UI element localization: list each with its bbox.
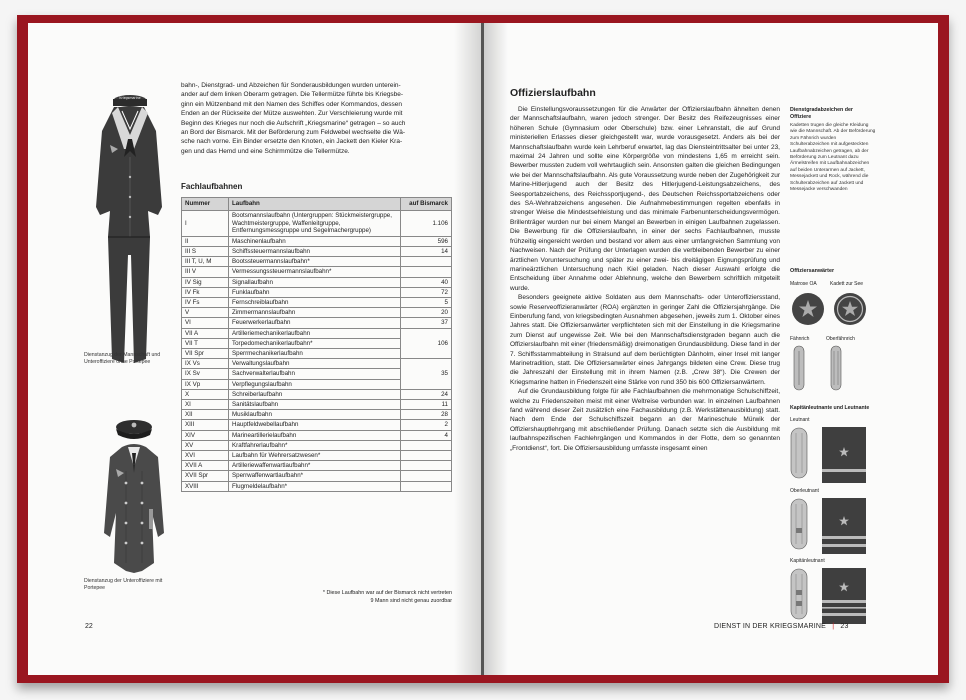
shoulder-board-kapitaenleutnant-icon (790, 568, 808, 620)
cell-laufbahn: Fernschreiblaufbahn (229, 298, 401, 308)
footer-title: DIENST IN DER KRIEGSMARINE (714, 623, 827, 630)
cell-laufbahn: Sperrmechanikerlaufbahn (229, 349, 401, 359)
cell-nummer: XVI (182, 451, 229, 461)
footnote-1: * Diese Laufbahn war auf der Bismarck nicht vertreten (322, 590, 452, 596)
table-row (182, 400, 452, 410)
label-faehnrich: Fähnrich (790, 336, 810, 342)
star-badge-icon (790, 291, 826, 327)
cell-nummer: VII A (182, 328, 229, 338)
cell-laufbahn: Verwaltungslaufbahn (229, 359, 401, 369)
cell-bismarck (401, 471, 452, 481)
uniform-illustration-nco (86, 413, 176, 579)
page-number-right: 23 (840, 623, 849, 630)
table-row (182, 277, 452, 287)
text-line: ander auf dem linken Oberarm getragen. Die Tellermütze führte bis Kriegsbe- (181, 91, 404, 99)
gutter-shadow (454, 23, 482, 675)
cell-nummer: XVII Spr (182, 471, 229, 481)
right-page (484, 23, 938, 675)
table-row (182, 236, 452, 246)
cell-laufbahn: Bootsmannslaufbahn (Untergruppen: Stückmeistergruppe, Wachtmeistergruppe, Waffenleitgruppe, Entfernungsmessgruppe und Segelmachergruppe) (229, 211, 401, 237)
paragraph-2: Besonders geeignete aktive Soldaten aus dem Mannschafts- oder Unteroffiziersstand, sowie Reserveoffizieranwärter (ROA) ergänzten in geringer Zahl die Offiziersjahrgänge. Die Einberufung fand, von kriegsbedingten Ausnahmen abgesehen, jeweils zum 1. Oktober eines Jahres statt. Die Offiziersanwärter verpflichteten sich mit der Einstellung in die Kriegsmarine zum Dienst auf ungewisse Zeit. Wie bei den Mannschaftsdienstgraden begann auch die Offizierslaufbahn mit einer (friedensmäßig) dreimonatigen Grundausbildung. Diese fand in der 7. Schiffsstammabteilung in Stralsund auf dem berüchtigten Dänholm, einer Insel mit langer Marinetradition, statt. Die Offiziersanwärter eines Jahrgangs bildeten eine Crew. Diese trug die Jahreszahl der Einstellung mit in ihrem Namen (z.B. „Crew 38“). Die Crewen der Kriegsmarine hatten in Friedenszeit eine Stärke von rund 350 bis 600 Offiziersanwärtern. (510, 294, 780, 386)
left-page (28, 23, 482, 675)
cell-nummer: III V (182, 267, 229, 277)
table-row (182, 481, 452, 491)
cell-nummer: XVIII (182, 481, 229, 491)
cell-laufbahn: Artilleriewaffenwartlaufbahn* (229, 461, 401, 471)
running-footer (714, 623, 849, 630)
cell-laufbahn: Hauptfeldwebellaufbahn (229, 420, 401, 430)
cell-nummer: VI (182, 318, 229, 328)
cell-laufbahn: Funklaufbahn (229, 287, 401, 297)
cell-laufbahn: Maschinenlaufbahn (229, 236, 401, 246)
table-row (182, 430, 452, 440)
cell-nummer: XIV (182, 430, 229, 440)
cell-nummer: VII Spr (182, 349, 229, 359)
table-row (182, 246, 452, 256)
table-row (182, 359, 452, 369)
cell-laufbahn: Torpedomechanikerlaufbahn* (229, 338, 401, 348)
label-oberfaehnrich: Oberfähnrich (826, 336, 855, 342)
cell-laufbahn: Artilleriemechanikerlaufbahn (229, 328, 401, 338)
table-row (182, 267, 452, 277)
caption-sailor: Dienstanzug der Mannschaft und Unteroffiziere ohne Portepee (84, 352, 161, 365)
label-kapitaenleutnant: Kapitänleutnant (790, 558, 825, 564)
text-line: bahn-, Dienstgrad- und Abzeichen für Sonderausbildungen wurden unterein- (181, 82, 401, 89)
kapitaen-heading: Kapitänleutnante und Leutnante (790, 405, 870, 411)
cell-bismarck: 28 (401, 410, 452, 420)
sidebar-heading: Dienstgradabzeichen der Offiziere (790, 107, 853, 120)
label-kadett: Kadett zur See (830, 281, 864, 287)
table-title: Fachlaufbahnen (181, 182, 243, 191)
caption-nco: Dienstanzug der Unteroffiziere mit Portepee (84, 578, 163, 591)
uniform-illustration-sailor (84, 87, 172, 369)
cell-laufbahn: Sanitätslaufbahn (229, 400, 401, 410)
cell-nummer: IX Vs (182, 359, 229, 369)
sleeve-insignia-leutnant-icon (822, 427, 866, 483)
body-text (510, 105, 780, 453)
footer-divider: | (832, 623, 835, 630)
paragraph-3: Auf die Grundausbildung folgte für alle Fachlaufbahnen die mehrmonatige Schulschiffzeit, welche zu Friedenszeiten meist mit einer Weltreise verbunden war. In einzelnen Laufbahnen fand während dieser Zeit zusätzlich eine Fachausbildung (z.B. Werkstättenausbildung) statt. Nach dem Ende der Schulschiffszeit begann an der Marineschule Mürwik der Offiziershauptlehrgang mit abschließender Prüfung. Danach setzte sich die Ausbildung mit laufbahnspezifischen Fachlehrgängen und Kommandos in der Flotte, dem so genannten „Frontdienst“, fort. Die Offiziersausbildung umfasste insgesamt einen (510, 388, 780, 452)
cell-bismarck: 72 (401, 287, 452, 297)
cell-bismarck: 40 (401, 277, 452, 287)
section-heading: Offizierslaufbahn (510, 87, 596, 99)
table-row (182, 328, 452, 338)
footnote-2: 9 Mann sind nicht genau zuordbar (370, 598, 452, 604)
cell-bismarck: 4 (401, 430, 452, 440)
cell-nummer: IX Sv (182, 369, 229, 379)
page-number-left: 22 (85, 623, 93, 630)
cell-bismarck (401, 461, 452, 471)
cell-laufbahn: Musiklaufbahn (229, 410, 401, 420)
text-line: Beginn des Krieges nur noch die Aufschrift „Kriegsmarine“ getragen – so auch (181, 119, 406, 127)
sidebar-text: Kadetten trugen die gleiche Kleidung wie die Mannschaft. Ab der Beförderung zum Fähnrich wurden Schulterabzeichen mit aufgesteckten Laufbahnabzeichen getragen, ab der Beförderung zum Leutnant dazu Ärmelstreifen mit Laufbahnabzeichen auf beiden Unterarmen auf Jackett, Messejackett und Rock, während die Schulterabzeichen auf Jackett und Messejacke verschwanden (790, 123, 876, 193)
label-matrose-oa: Matrose OA (790, 281, 817, 287)
cell-nummer: XI (182, 400, 229, 410)
cell-bismarck (401, 451, 452, 461)
cell-bismarck: 14 (401, 246, 452, 256)
cell-laufbahn: Signallaufbahn (229, 277, 401, 287)
shoulder-board-leutnant-icon (790, 427, 808, 479)
label-leutnant: Leutnant (790, 417, 810, 423)
table-row (182, 308, 452, 318)
cell-laufbahn: Vermessungssteuermannslaufbahn* (229, 267, 401, 277)
cell-nummer: I (182, 211, 229, 237)
cell-nummer: IV Fs (182, 298, 229, 308)
table-row (182, 318, 452, 328)
cell-bismarck: 2 (401, 420, 452, 430)
cell-bismarck (401, 267, 452, 277)
cell-nummer: VII T (182, 338, 229, 348)
cell-nummer: XV (182, 440, 229, 450)
cell-laufbahn: Kraftfahrerlaufbahn* (229, 440, 401, 450)
cell-bismarck (401, 440, 452, 450)
cell-laufbahn: Flugmeldelaufbahn* (229, 481, 401, 491)
shoulder-board-oberfaehnrich-icon (830, 345, 842, 391)
cell-nummer: III T, U, M (182, 257, 229, 267)
text-line: Enden an der Rückseite der Mütze auswehten. Zur Verschleierung wurde mit (181, 110, 403, 118)
table-row (182, 420, 452, 430)
star-badge-ring-icon (832, 291, 868, 327)
cell-nummer: III S (182, 246, 229, 256)
text-line: an Bord der Bismarck. Mit der Beförderung zum Feldwebel wechselte die Wä- (181, 129, 405, 137)
table-row (182, 471, 452, 481)
table-header-row (182, 198, 452, 211)
text-line: gen und das Hemd und eine Schirmmütze die Tellermütze. (181, 147, 350, 155)
cell-nummer: IV Sig (182, 277, 229, 287)
text-line: sche nach vorne. Ein Binder ersetzte den Knoten, ein Jackett den Kieler Kra- (181, 138, 403, 146)
table-row (182, 389, 452, 399)
header-bismarck: auf Bismarck (401, 198, 452, 211)
cell-bismarck: 11 (401, 400, 452, 410)
cell-nummer: XIII (182, 420, 229, 430)
cell-laufbahn: Verpflegungslaufbahn (229, 379, 401, 389)
sleeve-insignia-oberleutnant-icon (822, 498, 866, 554)
cell-laufbahn: Schiffssteuermannslaufbahn (229, 246, 401, 256)
shoulder-board-faehnrich-icon (793, 345, 805, 391)
cell-laufbahn: Sperrwaffenwartlaufbahn* (229, 471, 401, 481)
table-row (182, 287, 452, 297)
cell-nummer: IX Vp (182, 379, 229, 389)
cell-nummer: XII (182, 410, 229, 420)
cell-laufbahn: Schreiberlaufbahn (229, 389, 401, 399)
anwaerter-heading: Offiziersanwärter (790, 268, 835, 274)
intro-paragraph (181, 81, 457, 156)
cell-bismarck: 37 (401, 318, 452, 328)
cell-bismarck: 596 (401, 236, 452, 246)
table-body (182, 211, 452, 492)
cell-laufbahn: Laufbahn für Wehrersatzwesen* (229, 451, 401, 461)
cell-bismarck (401, 257, 452, 267)
header-laufbahn: Laufbahn (229, 198, 401, 211)
table-row (182, 257, 452, 267)
cell-nummer: XVII A (182, 461, 229, 471)
cell-nummer: II (182, 236, 229, 246)
header-nummer: Nummer (182, 198, 229, 211)
table-row (182, 410, 452, 420)
cell-bismarck: 5 (401, 298, 452, 308)
cell-bismarck (401, 481, 452, 491)
table-row (182, 461, 452, 471)
cell-bismarck: 20 (401, 308, 452, 318)
label-oberleutnant: Oberleutnant (790, 488, 819, 494)
cell-laufbahn: Feuerwerkerlaufbahn (229, 318, 401, 328)
table-row (182, 451, 452, 461)
cell-nummer: V (182, 308, 229, 318)
sleeve-insignia-kapitaenleutnant-icon (822, 568, 866, 624)
table-row (182, 211, 452, 237)
text-line: ginn ein Mützenband mit den Namen des Schiffes oder Kommandos, dessen (181, 100, 403, 108)
cell-laufbahn: Marineartillerielaufbahn (229, 430, 401, 440)
cell-laufbahn: Zimmermannslaufbahn (229, 308, 401, 318)
career-table (181, 197, 452, 492)
cell-laufbahn: Sachverwalterlaufbahn (229, 369, 401, 379)
shoulder-board-oberleutnant-icon (790, 498, 808, 550)
cell-bismarck: 24 (401, 389, 452, 399)
cell-bismarck: 1.106 (401, 211, 452, 237)
table-row (182, 298, 452, 308)
table-row (182, 440, 452, 450)
paragraph-1: Die Einstellungsvoraussetzungen für die Anwärter der Offizierslaufbahn ähnelten denen der Mannschaftslaufbahn, waren jedoch strenger. Der Besitz des Reifezeugnisses einer höheren Schule (Gymnasium oder Oberschule) bzw. einer Lehranstalt, die auf Grund ministeriellen Erlasses dieser gleichgestellt war, wurde vorausgesetzt. Anders als bei der Mannschaftslaufbahn wurde kein Lehrberuf erwartet, lag das Diensteintrittsalter bei unter 23, maximal 24 Jahren und sollte eine Körpergröße von mindestens 1,65 m erreicht sein. Bewerber mussten zudem voll wehrtauglich sein. Ansonsten galten die gleichen Bedingungen wie bei der Mannschaftslaufbahn. Als gute Voraussetzung wurde neben der Zugehörigkeit zur Marine-Hitlerjugend auch der Besitz des Hitlerjugend-Leistungsabzeichens, des Seesportabzeichens, des Reichssportjugend-, des Deutschen Reichssportabzeichens oder des SA-Wehrabzeichens angesehen. Die Aufnahmebestimmungen regelten ebenfalls in strenger Weise die Mindestsehleistung und das minimale Farbenunterscheidungsvermögen. Brillenträger wurden nur bei einem Mangel an Bewerben in einigen Laufbahnen zugelassen. Die Bewerbung für die Offizierslaufbahn, in einer der sechs Fachlaufbahnen, musste frühzeitig eingereicht werden und bestand vor allem aus einer umfangreichen Sammlung von Nachweisen. Nach der Prüfung der Unterlagen wurden die verbleibenden Bewerber zu einer ärztlichen Voruntersuchung und später zu einer zwei- bis dreitägigen Eignungsprüfung und marineärztlichen Untersuchung nach Kiel geladen. Nach dieser Auswahl erfolgte die Entscheidung über Annahme oder Ablehnung, welche den Bewerbern schriftlich mitgeteilt wurde. (510, 106, 780, 292)
gutter-shadow (484, 23, 508, 675)
cap-band-text: Kriegsmarine (119, 96, 141, 100)
cell-bismarck: 106 (401, 328, 452, 359)
cell-bismarck: 35 (401, 359, 452, 390)
cell-laufbahn: Bootssteuermannslaufbahn* (229, 257, 401, 267)
cell-nummer: X (182, 389, 229, 399)
cell-nummer: IV Fk (182, 287, 229, 297)
